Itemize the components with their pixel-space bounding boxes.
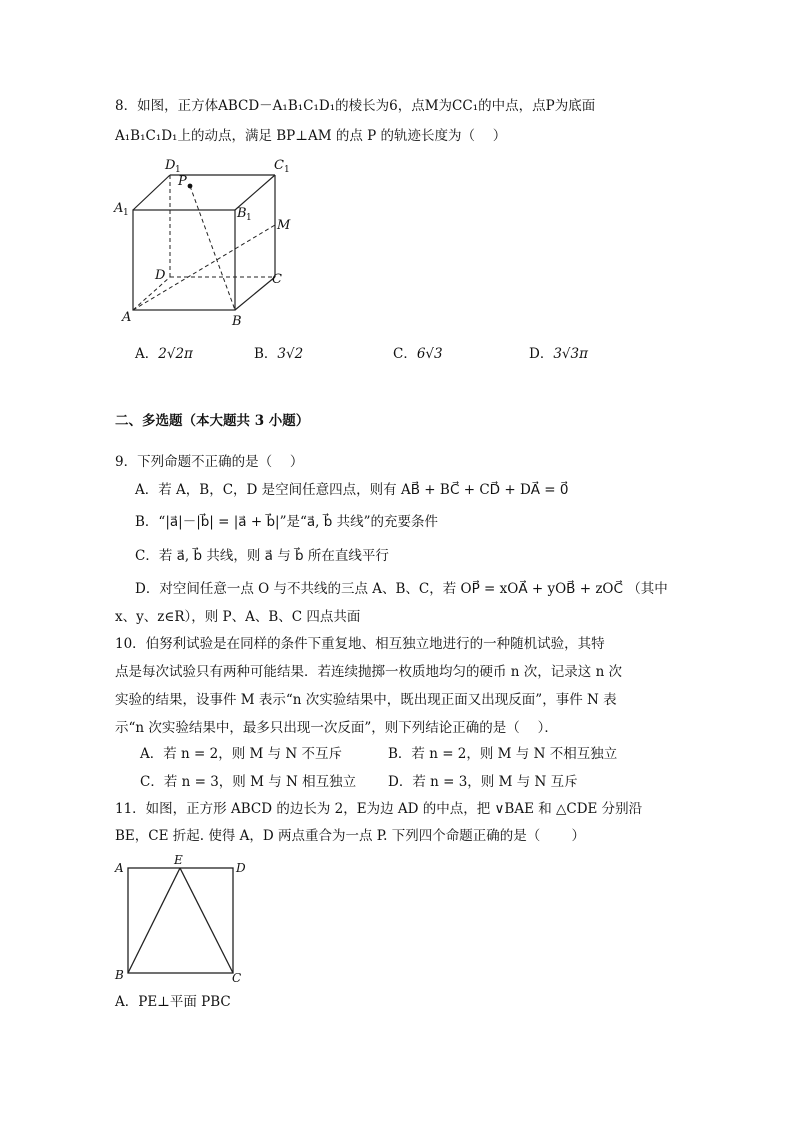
q9-option-d-cont: x、y、z∈R），则 P、A、B、C 四点共面 bbox=[115, 609, 361, 625]
q10-option-d: D．若 n = 3，则 M 与 N 互斥 bbox=[388, 774, 578, 790]
label-m: M bbox=[277, 218, 291, 233]
label-sq-a: A bbox=[115, 861, 124, 875]
label-sq-e: E bbox=[174, 853, 183, 867]
label-p: P bbox=[178, 174, 187, 189]
label-c1-sub: 1 bbox=[284, 165, 290, 175]
label-c1: C bbox=[274, 158, 284, 173]
q9-option-c: C．若 a⃗, b⃗ 共线，则 a⃗ 与 b⃗ 所在直线平行 bbox=[135, 548, 389, 564]
q11-option-a: A．PE⊥平面 PBC bbox=[115, 994, 231, 1010]
q8-option-d: D．3√3π bbox=[529, 346, 588, 362]
q9-option-b: B．“|a⃗|－|b⃗| = |a⃗ + b⃗|”是“a⃗, b⃗ 共线”的充要条件 bbox=[135, 514, 439, 530]
label-a1-sub: 1 bbox=[123, 208, 129, 218]
label-c: C bbox=[272, 272, 282, 287]
q8-stem-line1: 8．如图，正方体ABCD－A₁B₁C₁D₁的棱长为6，点M为CC₁的中点，点P为底面 bbox=[115, 98, 596, 114]
q9-stem: 9．下列命题不正确的是（ ） bbox=[115, 454, 304, 470]
label-d1: D bbox=[165, 158, 176, 173]
q10-option-b: B．若 n = 2，则 M 与 N 不相互独立 bbox=[388, 746, 618, 762]
q8-stem-line2: A₁B₁C₁D₁上的动点，满足 BP⊥AM 的点 P 的轨迹长度为（ ） bbox=[115, 128, 507, 144]
label-d: D bbox=[155, 268, 166, 283]
q8-option-a: A．2√2π bbox=[135, 346, 193, 362]
q10-option-a: A．若 n = 2，则 M 与 N 不互斥 bbox=[140, 746, 343, 762]
q10-line4: 示“n 次实验结果中，最多只出现一次反面”，则下列结论正确的是（ ）． bbox=[115, 720, 558, 736]
label-d1-sub: 1 bbox=[175, 165, 181, 175]
label-b: B bbox=[232, 314, 242, 329]
label-sq-d: D bbox=[236, 861, 246, 875]
q11-stem-line2: BE，CE 折起. 使得 A，D 两点重合为一点 P. 下列四个命题正确的是（ ） bbox=[115, 828, 586, 844]
label-sq-c: C bbox=[232, 971, 242, 982]
q10-line3: 实验的结果，设事件 M 表示“n 次实验结果中，既出现正面又出现反面”，事件 N 表 bbox=[115, 692, 617, 708]
label-a: A bbox=[122, 310, 132, 325]
label-b1-sub: 1 bbox=[246, 213, 252, 223]
section-title: 二、多选题（本大题共 3 小题） bbox=[115, 413, 310, 429]
label-b1: B bbox=[237, 206, 247, 221]
q10-line1: 10．伯努利试验是在同样的条件下重复地、相互独立地进行的一种随机试验，其特 bbox=[115, 636, 605, 652]
q10-option-c: C．若 n = 3，则 M 与 N 相互独立 bbox=[140, 774, 357, 790]
q9-option-a: A．若 A，B，C，D 是空间任意四点，则有 AB⃗ + BC⃗ + CD⃗ + DA⃗ = 0⃗ bbox=[135, 482, 569, 498]
q10-line2: 点是每次试验只有两种可能结果．若连续抛掷一枚质地均匀的硬币 n 次，记录这 n 次 bbox=[115, 664, 623, 680]
q11-stem-line1: 11．如图，正方形 ABCD 的边长为 2，E为边 AD 的中点，把 ∨BAE 和 △CDE 分别沿 bbox=[115, 801, 643, 817]
cube-figure bbox=[110, 155, 310, 330]
q8-option-b: B．3√2 bbox=[254, 346, 304, 362]
q9-option-d: D．对空间任意一点 O 与不共线的三点 A、B、C，若 OP⃗ = xOA⃗ + yOB⃗ + zOC⃗ （其中 bbox=[135, 581, 668, 597]
q8-option-c: C．6√3 bbox=[393, 346, 443, 362]
label-sq-b: B bbox=[115, 968, 124, 982]
square-figure bbox=[110, 852, 250, 982]
label-a1: A bbox=[114, 201, 124, 216]
